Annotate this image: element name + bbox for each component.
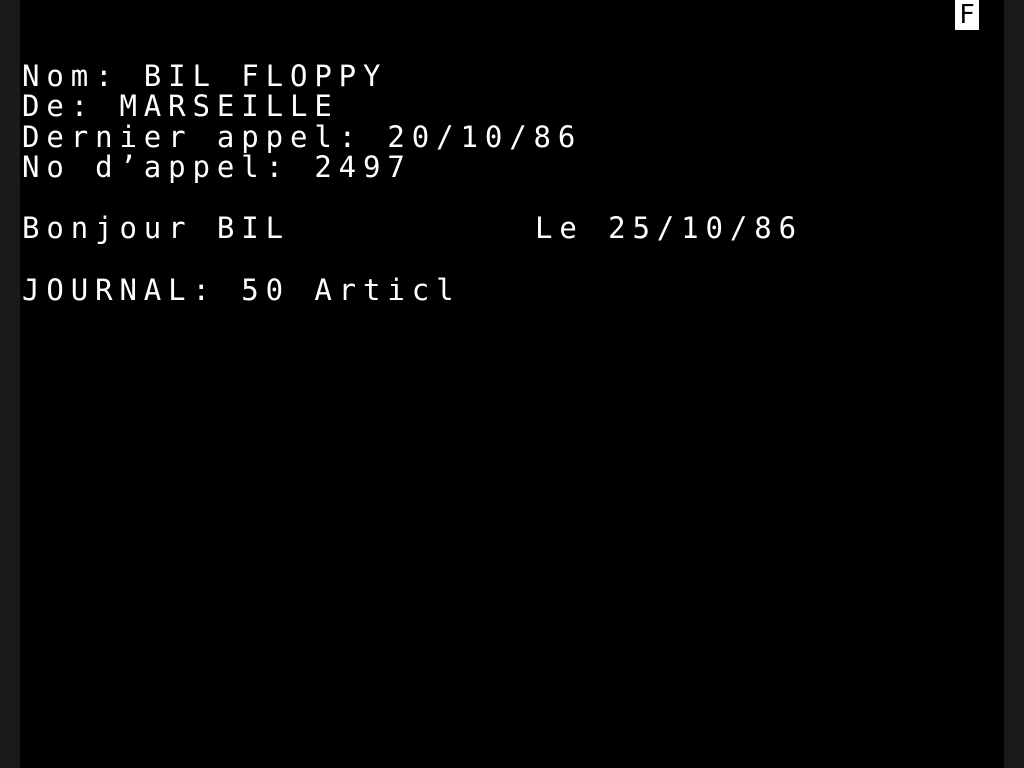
user-name-line: Nom: BIL FLOPPY	[22, 59, 388, 93]
greeting-text: Bonjour BIL	[22, 211, 290, 245]
user-origin-line: De: MARSEILLE	[22, 89, 339, 123]
status-indicator: F	[955, 0, 979, 30]
terminal-screen[interactable]	[20, 0, 1004, 768]
call-number-line: No d’appel: 2497	[22, 150, 412, 184]
last-call-line: Dernier appel: 20/10/86	[22, 120, 583, 154]
current-date: Le 25/10/86	[535, 211, 803, 245]
journal-line: JOURNAL: 50 Articl	[22, 273, 461, 307]
